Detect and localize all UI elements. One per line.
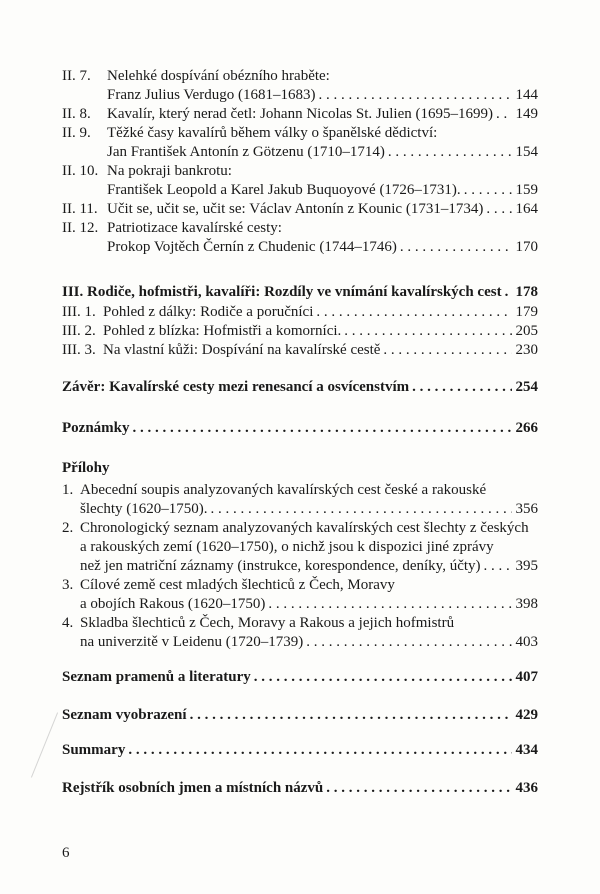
toc-chapter-prilohy[interactable] bbox=[62, 459, 538, 478]
entry-title: a rakouských zemí (1620–1750), o nichž jsou k dispozici jiné zprávy bbox=[80, 539, 494, 555]
toc-entry-ii-8[interactable] bbox=[62, 105, 538, 124]
entry-number: II. 11. bbox=[62, 201, 98, 217]
entry-title: Chronologický seznam analyzovaných kavalírských cest šlechty z českých bbox=[80, 520, 529, 536]
entry-title: a obojích Rakous (1620–1750) bbox=[80, 596, 266, 612]
toc-entry-ii-11[interactable] bbox=[62, 200, 538, 219]
toc-chapter-seznam-pramenu[interactable] bbox=[62, 668, 538, 687]
page-folio: 6 bbox=[62, 845, 70, 861]
page-number: 356 bbox=[515, 501, 538, 517]
dot-leader bbox=[254, 668, 512, 687]
page-number: 205 bbox=[515, 323, 538, 339]
dot-leader bbox=[133, 419, 512, 438]
toc-entry-ii-7[interactable] bbox=[62, 86, 538, 105]
toc-chapter-summary[interactable] bbox=[62, 741, 538, 760]
entry-title: šlechty (1620–1750). bbox=[80, 501, 208, 517]
page-number: 178 bbox=[515, 284, 538, 300]
entry-title: Na pokraji bankrotu: bbox=[107, 163, 232, 179]
entry-number: II. 12. bbox=[62, 220, 99, 236]
dot-leader bbox=[344, 322, 511, 341]
dot-leader bbox=[316, 303, 511, 322]
page-number: 154 bbox=[515, 144, 538, 160]
dot-leader bbox=[190, 706, 512, 725]
dot-leader bbox=[412, 378, 511, 397]
page-number: 403 bbox=[515, 634, 538, 650]
page-number: 429 bbox=[515, 707, 538, 723]
toc-entry-ii-10[interactable] bbox=[62, 181, 538, 200]
entry-title: Pohled z blízka: Hofmistři a komorníci. bbox=[103, 323, 342, 339]
page-number: 434 bbox=[515, 742, 538, 758]
entry-title: Jan František Antonín z Götzenu (1710–1714) bbox=[107, 144, 385, 160]
page-number: 144 bbox=[515, 87, 538, 103]
chapter-title: Rejstřík osobních jmen a místních názvů bbox=[62, 780, 324, 796]
dot-leader bbox=[383, 341, 511, 360]
toc-entry-iii-1[interactable] bbox=[62, 303, 538, 322]
entry-number: III. 3. bbox=[62, 342, 96, 358]
dot-leader bbox=[128, 741, 511, 760]
entry-title: Patriotizace kavalírské cesty: bbox=[107, 220, 282, 236]
appendix-1[interactable] bbox=[62, 500, 538, 519]
toc-entry-iii-2[interactable] bbox=[62, 322, 538, 341]
chapter-title: Summary bbox=[62, 742, 126, 758]
appendix-3-line1 bbox=[62, 576, 538, 595]
page-number: 170 bbox=[515, 239, 538, 255]
page-number: 436 bbox=[515, 780, 538, 796]
entry-title: Nelehké dospívání obézního hraběte: bbox=[107, 68, 330, 84]
entry-title: Skladba šlechticů z Čech, Moravy a Rakous a jejich hofmistrů bbox=[80, 615, 455, 631]
entry-title: Abecední soupis analyzovaných kavalírských cest české a rakouské bbox=[80, 482, 487, 498]
page-number: 179 bbox=[515, 304, 538, 320]
dot-leader bbox=[306, 633, 511, 652]
entry-title: Na vlastní kůži: Dospívání na kavalírské cestě bbox=[103, 342, 381, 358]
page-number: 395 bbox=[515, 558, 538, 574]
entry-title: než jen matriční záznamy (instrukce, korespondence, deníky, účty) bbox=[80, 558, 481, 574]
page-number: 149 bbox=[515, 106, 538, 122]
appendix-2-line2 bbox=[62, 538, 538, 557]
dot-leader bbox=[505, 283, 512, 302]
dot-leader bbox=[318, 86, 511, 105]
dot-leader bbox=[496, 105, 512, 124]
entry-title: Kavalír, který nerad četl: Johann Nicolas St. Julien (1695–1699) bbox=[107, 106, 493, 122]
entry-number: 4. bbox=[62, 615, 74, 631]
chapter-title: Seznam pramenů a literatury bbox=[62, 669, 251, 685]
entry-number: III. 2. bbox=[62, 323, 96, 339]
toc-entry-iii-3[interactable] bbox=[62, 341, 538, 360]
dot-leader bbox=[210, 500, 511, 519]
entry-title: Těžké časy kavalírů během války o španělské dědictví: bbox=[107, 125, 438, 141]
dot-leader bbox=[388, 143, 512, 162]
toc-entry-ii-12-line1 bbox=[62, 219, 538, 238]
appendix-2-line1 bbox=[62, 519, 538, 538]
dot-leader bbox=[400, 238, 512, 257]
toc-entry-ii-9-line1 bbox=[62, 124, 538, 143]
dot-leader bbox=[486, 200, 511, 219]
entry-number: II. 7. bbox=[62, 68, 91, 84]
toc-entry-ii-7-line1 bbox=[62, 67, 538, 86]
chapter-title: Závěr: Kavalírské cesty mezi renesancí a osvícenstvím bbox=[62, 379, 410, 395]
appendix-1-line1 bbox=[62, 481, 538, 500]
entry-title: na univerzitě v Leidenu (1720–1739) bbox=[80, 634, 304, 650]
toc-entry-ii-10-line1 bbox=[62, 162, 538, 181]
chapter-title: Přílohy bbox=[62, 460, 110, 476]
page-number: 398 bbox=[515, 596, 538, 612]
scan-pencil-mark bbox=[31, 712, 58, 777]
page-number: 164 bbox=[515, 201, 538, 217]
dot-leader bbox=[484, 557, 512, 576]
chapter-title: III. Rodiče, hofmistři, kavalíři: Rozdíly ve vnímání kavalírských cest bbox=[62, 284, 502, 300]
appendix-4-line1 bbox=[62, 614, 538, 633]
entry-number: II. 8. bbox=[62, 106, 91, 122]
toc-chapter-poznamky[interactable] bbox=[62, 419, 538, 438]
entry-number: 2. bbox=[62, 520, 74, 536]
toc-chapter-zaver[interactable] bbox=[62, 378, 538, 397]
appendix-2[interactable] bbox=[62, 557, 538, 576]
toc-chapter-iii[interactable] bbox=[62, 283, 538, 302]
entry-number: II. 9. bbox=[62, 125, 91, 141]
toc-chapter-seznam-vyobrazeni[interactable] bbox=[62, 706, 538, 725]
dot-leader bbox=[268, 595, 511, 614]
entry-title: Cílové země cest mladých šlechticů z Čech, Moravy bbox=[80, 577, 395, 593]
page-number: 159 bbox=[515, 182, 538, 198]
dot-leader bbox=[464, 181, 512, 200]
chapter-title: Poznámky bbox=[62, 420, 130, 436]
appendix-4[interactable] bbox=[62, 633, 538, 652]
page-number: 254 bbox=[515, 379, 538, 395]
toc-entry-ii-12[interactable] bbox=[62, 238, 538, 257]
entry-number: 1. bbox=[62, 482, 74, 498]
page-number: 266 bbox=[515, 420, 538, 436]
toc-entry-ii-9[interactable] bbox=[62, 143, 538, 162]
entry-title: Učit se, učit se, učit se: Václav Antonín z Kounic (1731–1734) bbox=[107, 201, 484, 217]
page-number: 407 bbox=[515, 669, 538, 685]
dot-leader bbox=[326, 779, 511, 798]
page-number: 230 bbox=[515, 342, 538, 358]
entry-number: 3. bbox=[62, 577, 74, 593]
toc-chapter-rejstrik[interactable] bbox=[62, 779, 538, 798]
entry-title: Pohled z dálky: Rodiče a poručníci bbox=[103, 304, 314, 320]
entry-number: III. 1. bbox=[62, 304, 96, 320]
entry-number: II. 10. bbox=[62, 163, 99, 179]
entry-title: Prokop Vojtěch Černín z Chudenic (1744–1746) bbox=[107, 239, 397, 255]
entry-title: Franz Julius Verdugo (1681–1683) bbox=[107, 87, 316, 103]
chapter-title: Seznam vyobrazení bbox=[62, 707, 187, 723]
appendix-3[interactable] bbox=[62, 595, 538, 614]
entry-title: František Leopold a Karel Jakub Buquoyové (1726–1731). bbox=[107, 182, 461, 198]
